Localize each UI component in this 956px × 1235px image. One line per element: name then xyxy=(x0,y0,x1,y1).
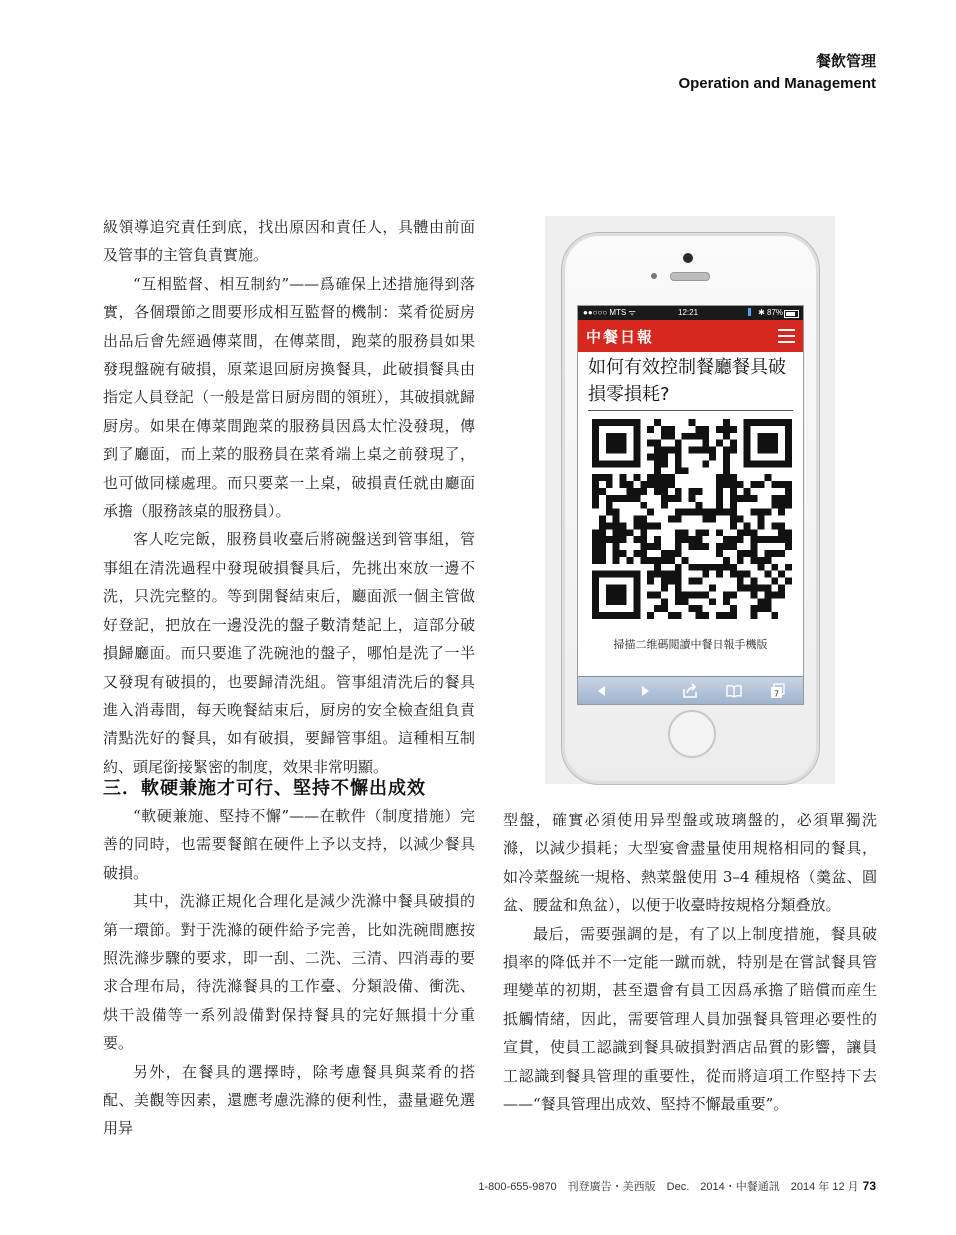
paragraph: “軟硬兼施、堅持不懈”——在軟件（制度措施）完善的同時，也需要餐館在硬件上予以支持，以減少餐具破損。 xyxy=(103,807,475,882)
section-title-en: Operation and Management xyxy=(678,75,876,92)
bookmarks-icon xyxy=(726,683,742,699)
qr-code-icon xyxy=(592,419,792,619)
divider xyxy=(588,410,793,411)
tabs-icon xyxy=(770,683,786,699)
home-button xyxy=(668,710,716,758)
right-column xyxy=(503,806,877,1118)
qr-caption: 掃描二维碼閲讀中餐日報手機版 xyxy=(613,638,768,651)
phone-screen xyxy=(577,305,804,705)
paragraph: 級領導追究責任到底，找出原因和責任人，具體由前面及管事的主管負責實施。 xyxy=(103,218,475,265)
battery-icon xyxy=(784,310,799,318)
newspaper-logo: 中餐日報 xyxy=(586,328,655,346)
back-arrow-icon xyxy=(594,683,610,699)
bluetooth-icon xyxy=(748,308,751,316)
section-heading: 三．軟硬兼施才可行、堅持不懈出成效 xyxy=(103,778,426,799)
tab-count: 7 xyxy=(773,689,780,699)
speaker-icon xyxy=(670,272,710,281)
paragraph: 型盤，確實必須使用异型盤或玻璃盤的，必須單獨洗滌，以減少損耗；大型宴會盡量使用規格相同的餐具，如冷菜盤統一規格、熱菜盤使用 3–4 種規格（羹盆、圓盆、腰盆和魚盆），以便于收臺時按規格分類叠放。 xyxy=(503,811,877,915)
clock-label: 12:21 xyxy=(678,308,699,317)
paragraph: 其中，洗滌正規化合理化是減少洗滌中餐具破損的第一環節。對于洗滌的硬件給予完善，比如洗碗間應按照洗滌步驟的要求，即一刮、二洗、三清、四消毒的要求合理布局，待洗滌餐具的工作臺、分類設備、衝洗、烘干設備等一系列設備對保持餐具的完好無損十分重要。 xyxy=(103,892,475,1053)
page-number: 73 xyxy=(862,1179,876,1193)
forward-arrow-icon xyxy=(637,683,653,699)
browser-toolbar xyxy=(578,676,803,705)
share-icon xyxy=(682,683,698,699)
sensor-icon xyxy=(651,273,657,279)
left-column-bottom xyxy=(103,802,475,1143)
paragraph: 最后，需要强調的是，有了以上制度措施，餐具破損率的降低并不一定能一蹴而就，特别是在嘗試餐具管理變革的初期，甚至還會有員工因爲承擔了賠償而産生抵觸情緒，因此，需要管理人員加强餐具管理必要性的宣貫，使員工認識到餐具破損對酒店品質的影響，讓員工認識到餐具管理的重要性，從而將這項工作堅持下去——“餐具管理出成效、堅持不懈最重要”。 xyxy=(503,924,877,1114)
page-footer xyxy=(478,1178,876,1194)
battery-label: ✱ 87% xyxy=(758,308,783,317)
paragraph: 客人吃完飯，服務員收臺后將碗盤送到管事組，管事組在清洗過程中發現破損餐具后，先挑出來放一邊不洗，只洗完整的。等到開餐結束后，廳面派一個主管做好登記，把放在一邊没洗的盤子數清楚記上，這部分破損歸廳面。而只要進了洗碗池的盤子，哪怕是洗了一半又發現有破損的，也要歸清洗組。管事組清洗后的餐具進入消毒間，每天晚餐結束后，厨房的安全檢查組負責清點洗好的餐具，如有破損，要歸管事組。這種相互制約、頭尾銜接緊密的制度，效果非常明顯。 xyxy=(103,530,475,776)
hamburger-menu-icon xyxy=(778,329,795,343)
app-header-bar xyxy=(578,320,803,352)
section-title-cn: 餐飲管理 xyxy=(815,52,876,70)
left-column-top xyxy=(103,213,475,781)
carrier-label: ●●○○○ MTS ᯤ xyxy=(583,308,636,317)
footer-text: 1-800-655-9870 刊登廣告・美西版 Dec. 2014・中餐通訊 2014 年 12 月 xyxy=(478,1181,859,1193)
status-bar xyxy=(578,306,803,320)
camera-icon xyxy=(683,253,693,263)
qr-modules xyxy=(592,419,792,619)
article-title: 如何有效控制餐廳餐具破損零損耗? xyxy=(588,357,786,405)
paragraph: “互相監督、相互制約”——爲確保上述措施得到落實，各個環節之間要形成相互監督的機制：菜肴從厨房出品后會先經過傳菜間，在傳菜間，跑菜的服務員如果發現盤碗有破損，原菜退回厨房換餐具，此破損餐具由指定人員登記（一般是當日厨房間的領班），其破損就歸厨房。如果在傳菜間跑菜的服務員因爲太忙没發現，傳到了廳面，而上菜的服務員在菜肴端上桌之前發現了，也可做同樣處理。而只要菜一上桌，破損責任就由廳面承擔（服務該桌的服務員）。 xyxy=(103,274,475,521)
paragraph: 另外，在餐具的選擇時，除考慮餐具與菜肴的搭配、美觀等因素，還應考慮洗滌的便利性，盡量避免選用异 xyxy=(103,1062,475,1138)
